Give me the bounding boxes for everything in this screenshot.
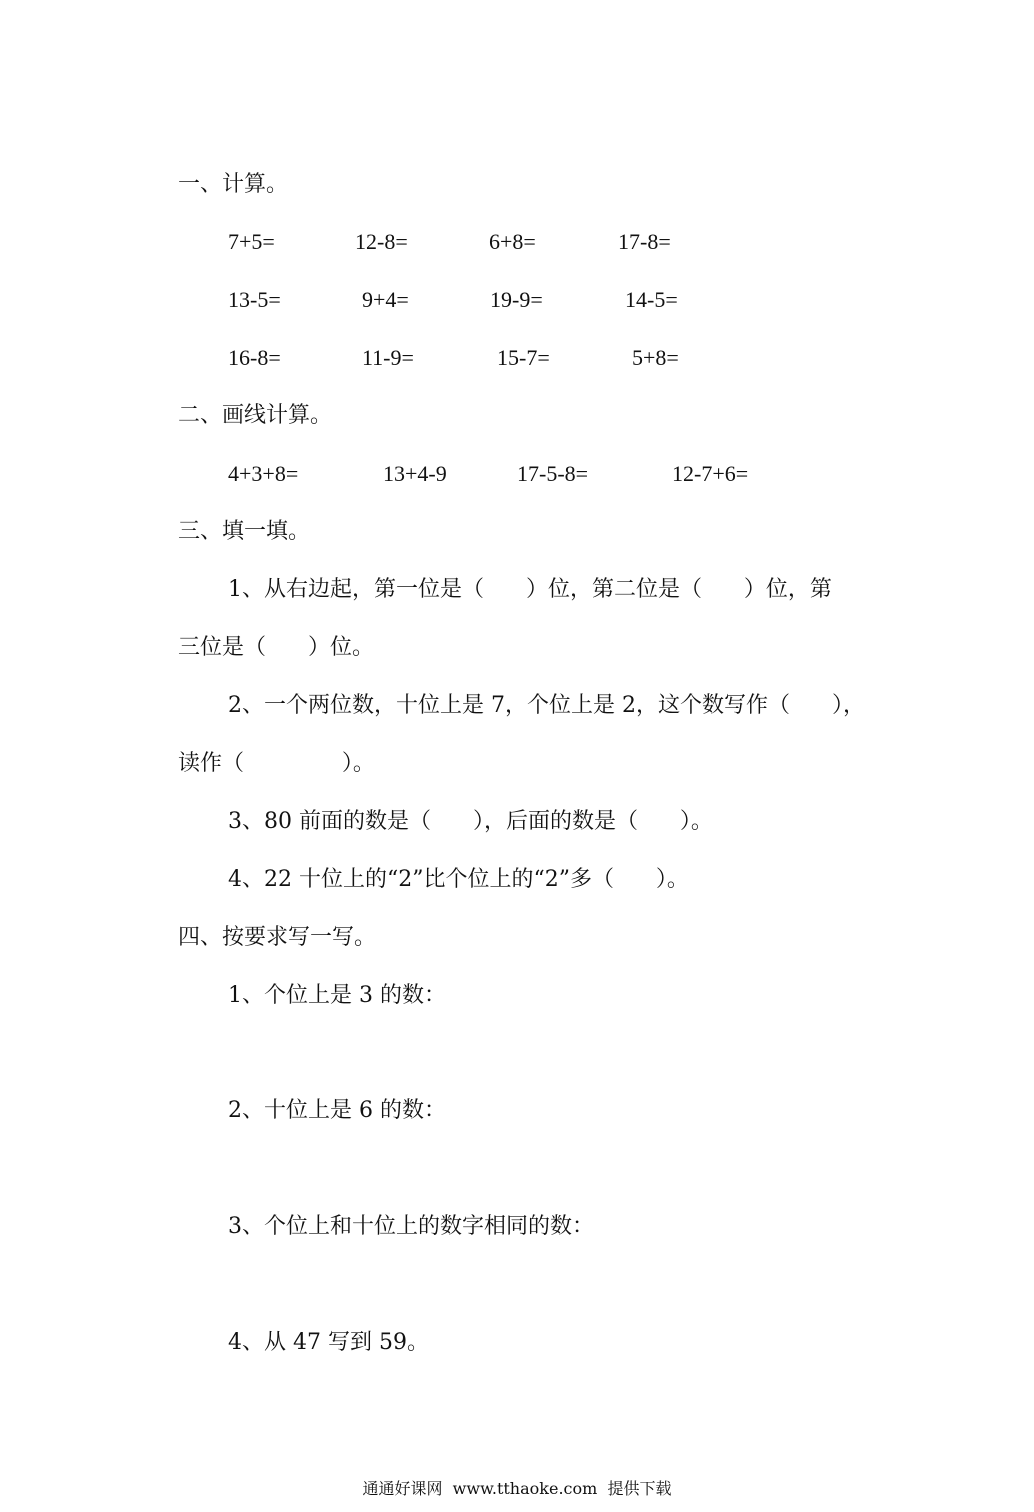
equation: 5+8= bbox=[632, 345, 679, 370]
equation: 13-5= bbox=[228, 287, 281, 312]
equation: 4+3+8= bbox=[228, 461, 299, 486]
question-line: 1、从右边起，第一位是（ ）位，第二位是（ ）位，第 bbox=[228, 577, 832, 602]
equation: 7+5= bbox=[228, 229, 275, 254]
question-line: 4、22 十位上的“2”比个位上的“2”多（ ）。 bbox=[228, 867, 689, 892]
equation: 9+4= bbox=[362, 287, 409, 312]
question-line: 3、个位上和十位上的数字相同的数： bbox=[228, 1214, 594, 1239]
equation: 14-5= bbox=[625, 287, 678, 312]
question-line: 三位是（ ）位。 bbox=[178, 635, 374, 660]
equation: 6+8= bbox=[489, 229, 536, 254]
section4-heading: 四、按要求写一写。 bbox=[178, 925, 377, 950]
equation: 13+4-9 bbox=[383, 461, 447, 486]
equation: 16-8= bbox=[228, 345, 281, 370]
equation: 12-7+6= bbox=[672, 461, 749, 486]
equation: 15-7= bbox=[497, 345, 550, 370]
question-line: 2、十位上是 6 的数： bbox=[228, 1098, 446, 1123]
question-line: 3、80 前面的数是（ ），后面的数是（ ）。 bbox=[228, 809, 713, 834]
question-line: 4、从 47 写到 59。 bbox=[228, 1330, 429, 1355]
equation: 11-9= bbox=[362, 345, 414, 370]
section3-heading: 三、填一填。 bbox=[178, 519, 311, 544]
equation: 19-9= bbox=[490, 287, 543, 312]
equation: 12-8= bbox=[355, 229, 408, 254]
section2-heading: 二、画线计算。 bbox=[178, 403, 333, 428]
page-footer: 通通好课网 www.tthaoke.com 提供下载 bbox=[362, 1479, 672, 1498]
equation: 17-8= bbox=[618, 229, 671, 254]
section1-heading: 一、计算。 bbox=[178, 172, 289, 197]
question-line: 2、一个两位数，十位上是 7，个位上是 2，这个数写作（ ）， bbox=[228, 693, 865, 718]
equation: 17-5-8= bbox=[517, 461, 589, 486]
question-line: 读作（ ）。 bbox=[178, 751, 375, 776]
question-line: 1、个位上是 3 的数： bbox=[228, 983, 446, 1008]
